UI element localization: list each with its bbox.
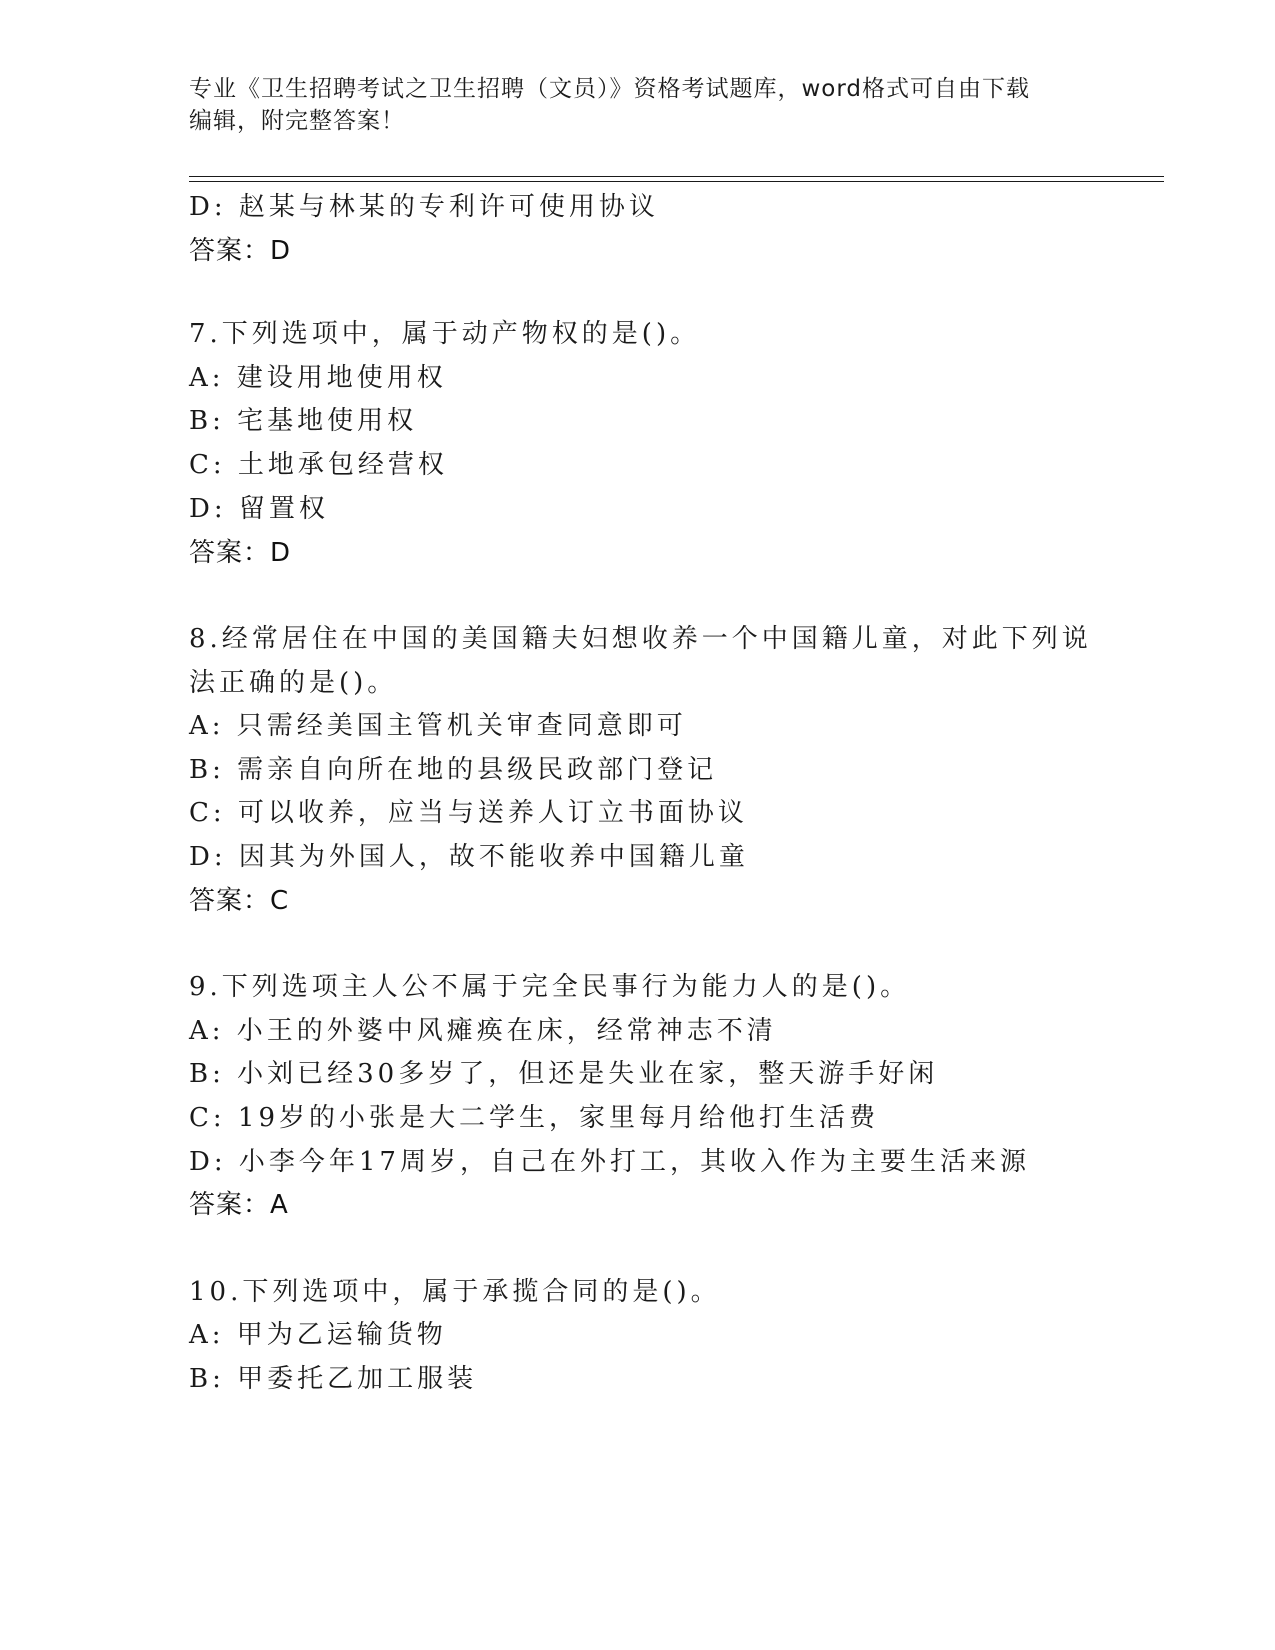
header-rule-bottom xyxy=(189,181,1164,182)
option-line: D: 小李今年17周岁，自己在外打工，其收入作为主要生活来源 xyxy=(189,1147,1030,1177)
option-line: B: 需亲自向所在地的县级民政部门登记 xyxy=(189,755,718,785)
answer-line: 答案：D xyxy=(189,236,292,266)
question-line: 9.下列选项主人公不属于完全民事行为能力人的是()。 xyxy=(189,972,911,1002)
option-line: A: 只需经美国主管机关审查同意即可 xyxy=(189,711,687,741)
question-line: 10.下列选项中，属于承揽合同的是()。 xyxy=(189,1277,721,1307)
question-line: 7.下列选项中，属于动产物权的是()。 xyxy=(189,319,701,349)
header-line-2: 编辑，附完整答案！ xyxy=(189,108,405,134)
option-line: D: 留置权 xyxy=(189,494,329,524)
option-line: C: 19岁的小张是大二学生，家里每月给他打生活费 xyxy=(189,1103,880,1133)
option-line: C: 土地承包经营权 xyxy=(189,450,448,480)
header-rule-top xyxy=(189,176,1164,177)
option-line: D: 赵某与林某的专利许可使用协议 xyxy=(189,192,659,222)
question-line: 8.经常居住在中国的美国籍夫妇想收养一个中国籍儿童，对此下列说 xyxy=(189,624,1092,654)
option-line: A: 建设用地使用权 xyxy=(189,363,447,393)
answer-line: 答案：C xyxy=(189,886,290,916)
option-line: B: 小刘已经30多岁了，但还是失业在家，整天游手好闲 xyxy=(189,1059,939,1089)
option-line: D: 因其为外国人，故不能收养中国籍儿童 xyxy=(189,842,749,872)
option-line: C: 可以收养，应当与送养人订立书面协议 xyxy=(189,798,748,828)
option-line: B: 甲委托乙加工服装 xyxy=(189,1364,478,1394)
answer-line: 答案：D xyxy=(189,538,292,568)
option-line: A: 甲为乙运输货物 xyxy=(189,1320,447,1350)
option-line: B: 宅基地使用权 xyxy=(189,406,418,436)
question-line: 法正确的是()。 xyxy=(189,668,398,698)
option-line: A: 小王的外婆中风瘫痪在床，经常神志不清 xyxy=(189,1016,777,1046)
header-line-1: 专业《卫生招聘考试之卫生招聘（文员）》资格考试题库，word格式可自由下载 xyxy=(189,76,1031,102)
answer-line: 答案：A xyxy=(189,1190,289,1220)
document-header xyxy=(189,73,1069,137)
